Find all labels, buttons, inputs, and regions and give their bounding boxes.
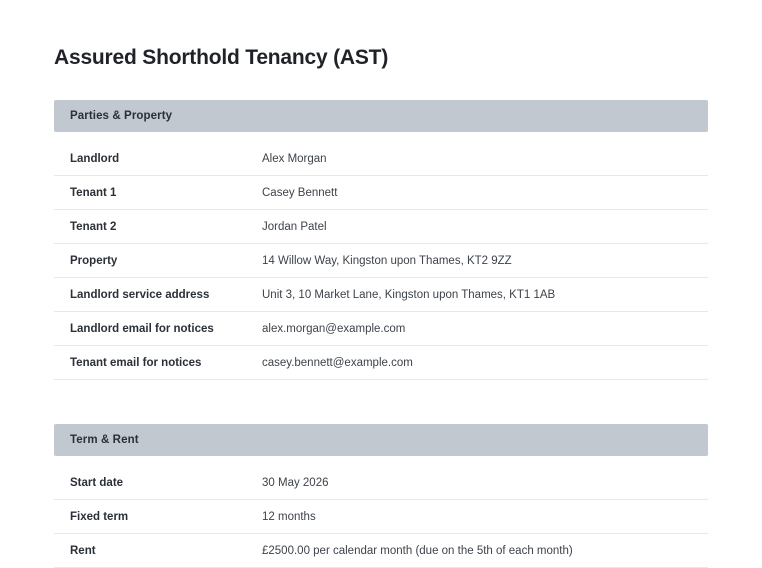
row-value: 30 May 2026 — [262, 476, 329, 489]
section-header: Parties & Property — [54, 100, 708, 132]
row-value: 14 Willow Way, Kingston upon Thames, KT2 9ZZ — [262, 254, 512, 267]
row-value: casey.bennett@example.com — [262, 356, 413, 369]
row-value: £2500.00 per calendar month (due on the 5th of each month) — [262, 544, 573, 557]
row-label: Landlord email for notices — [70, 322, 214, 335]
table-row — [54, 466, 708, 500]
row-value: Jordan Patel — [262, 220, 327, 233]
page-title: Assured Shorthold Tenancy (AST) — [54, 46, 389, 69]
row-label: Landlord — [70, 152, 120, 165]
row-value: Unit 3, 10 Market Lane, Kingston upon Thames, KT1 1AB — [262, 288, 556, 301]
section-divider-space — [54, 398, 708, 424]
section-rows — [54, 466, 708, 568]
section-term-rent — [54, 424, 708, 568]
row-value: Casey Bennett — [262, 186, 338, 199]
row-label: Property — [70, 254, 118, 267]
table-row — [54, 244, 708, 278]
row-label: Landlord service address — [70, 288, 210, 301]
row-label: Fixed term — [70, 510, 129, 523]
row-label: Tenant email for notices — [70, 356, 202, 369]
section-parties-property — [54, 100, 708, 380]
row-label: Tenant 1 — [70, 186, 117, 199]
row-value: 12 months — [262, 510, 316, 523]
table-row — [54, 142, 708, 176]
table-row — [54, 210, 708, 244]
table-row — [54, 176, 708, 210]
table-row — [54, 346, 708, 380]
table-row — [54, 534, 708, 568]
row-value: alex.morgan@example.com — [262, 322, 406, 335]
row-label: Rent — [70, 544, 96, 557]
table-row — [54, 278, 708, 312]
row-value: Alex Morgan — [262, 152, 327, 165]
section-header: Term & Rent — [54, 424, 708, 456]
row-label: Start date — [70, 476, 124, 489]
table-row — [54, 500, 708, 534]
row-label: Tenant 2 — [70, 220, 117, 233]
table-row — [54, 312, 708, 346]
section-rows — [54, 142, 708, 380]
